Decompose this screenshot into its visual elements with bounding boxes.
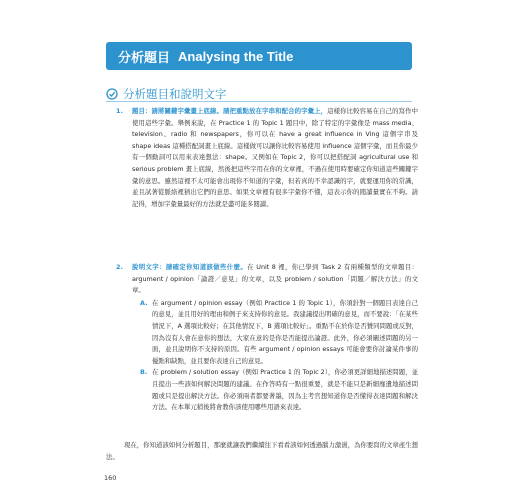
section-heading <box>106 86 227 102</box>
item-lead: 說明文字：請確定你知道該做些什麼。 <box>132 263 248 271</box>
section-rule <box>106 101 412 102</box>
closing-paragraph: 現在，你知道該如何分析題目，那麼就讓我們繼續往下看看該如何透過腦力激盪，為你要寫的文章產生想法。 <box>106 441 418 461</box>
title-banner <box>106 42 412 70</box>
list-item-2 <box>106 262 418 414</box>
banner-title-zh: 分析題目 <box>118 50 171 66</box>
sub-item-text: 在 problem / solution essay（例如 Practice 1 的 Topic 2），你必須更詳細地描述問題，並且提出一些該如何解決問題的建議。在作答時有一點很重要，就是不能只是新細靡遺地描述問題或只是提出解決方法。你必須兩者都要著墨，因為主考官想知道你是否懂得表達問題和解決方法。在本單元稍後將會教你該使用哪些用語來表達。 <box>152 368 418 412</box>
sub-item-label: B. <box>140 368 148 377</box>
item-body <box>132 262 418 297</box>
item-number: 1. <box>116 107 123 115</box>
item-number: 2. <box>116 263 123 271</box>
item-lead: 題目：請將關鍵字彙畫上底線。 <box>132 107 224 115</box>
sub-item-text: 在 argument / opinion essay（例如 Practice 1 的 Topic 1），你須針對一個題目表達自己的意見，並且用好的理由和例子來支持你的意見。我建議提出明確的意見，而不要說：「在某些情況下，A 選項比較好；在其他情況下，B 選項比較好」。重點不在於你是否贊同問題或反對，因為沒有人會在意你的想法，大家在意的是你是否能提出論證。此外，你必須闡述問題的另一面，並且說明你不支持的原因。有些 argument / opinion essays 可能會要你討論某件事的優點和缺點，並且要你表達自己的意見。 <box>152 298 418 365</box>
list-item-1 <box>106 106 418 210</box>
sub-item-b <box>132 367 418 413</box>
target-icon <box>106 88 118 100</box>
banner-title-en: Analysing the Title <box>178 48 294 64</box>
section-heading-text: 分析題目和說明文字 <box>123 87 227 101</box>
sub-item-a <box>132 298 418 368</box>
sub-item-label: A. <box>140 298 148 307</box>
item-lead-2: 請把重點放在字串和配合的字彙上， <box>223 107 328 115</box>
item-text: 這樣你比較容易在自己的寫作中使用這些字彙。舉例來說，在 Practice 1 的 Topic 1 題目中，除了特定的字彙像是 mass media、television、radio 和 newspapers，你可以在 have a great influence in Ving 這個字串及 shape ideas 這種搭配詞畫上底線。這樣做可以讓你比較容易使用 influence 這個字彙，而且你最少有一個動詞可以用來表達想法：shape。又例如在 Topic 2，你可以把搭配詞 agricultural use 和 serious problem 畫上底線，然後把這些字用在你的文章裡，不過在使用時要確定你知道這些關鍵字彙的意思。雖然這裡不太可能會出現你不知道的字彙，但若真的不幸認識的字，就要運用你的常識，並且試著從脈絡裡猜出它們的意思。如果文章裡有很多字彙你不懂，這表示你的閱讀量實在不夠。請記得，增加字彙量最好的方法就是盡可能多閱讀。 <box>132 107 419 208</box>
item-body <box>132 106 418 210</box>
item-text: 在 Unit 8 裡，你已學到 Task 2 有兩種類型的文章題目：argument / opinion「論證／意見」的文章，以及 problem / solution「問題／解決方法」的文章。 <box>132 263 419 295</box>
page-number: 160 <box>104 474 117 482</box>
